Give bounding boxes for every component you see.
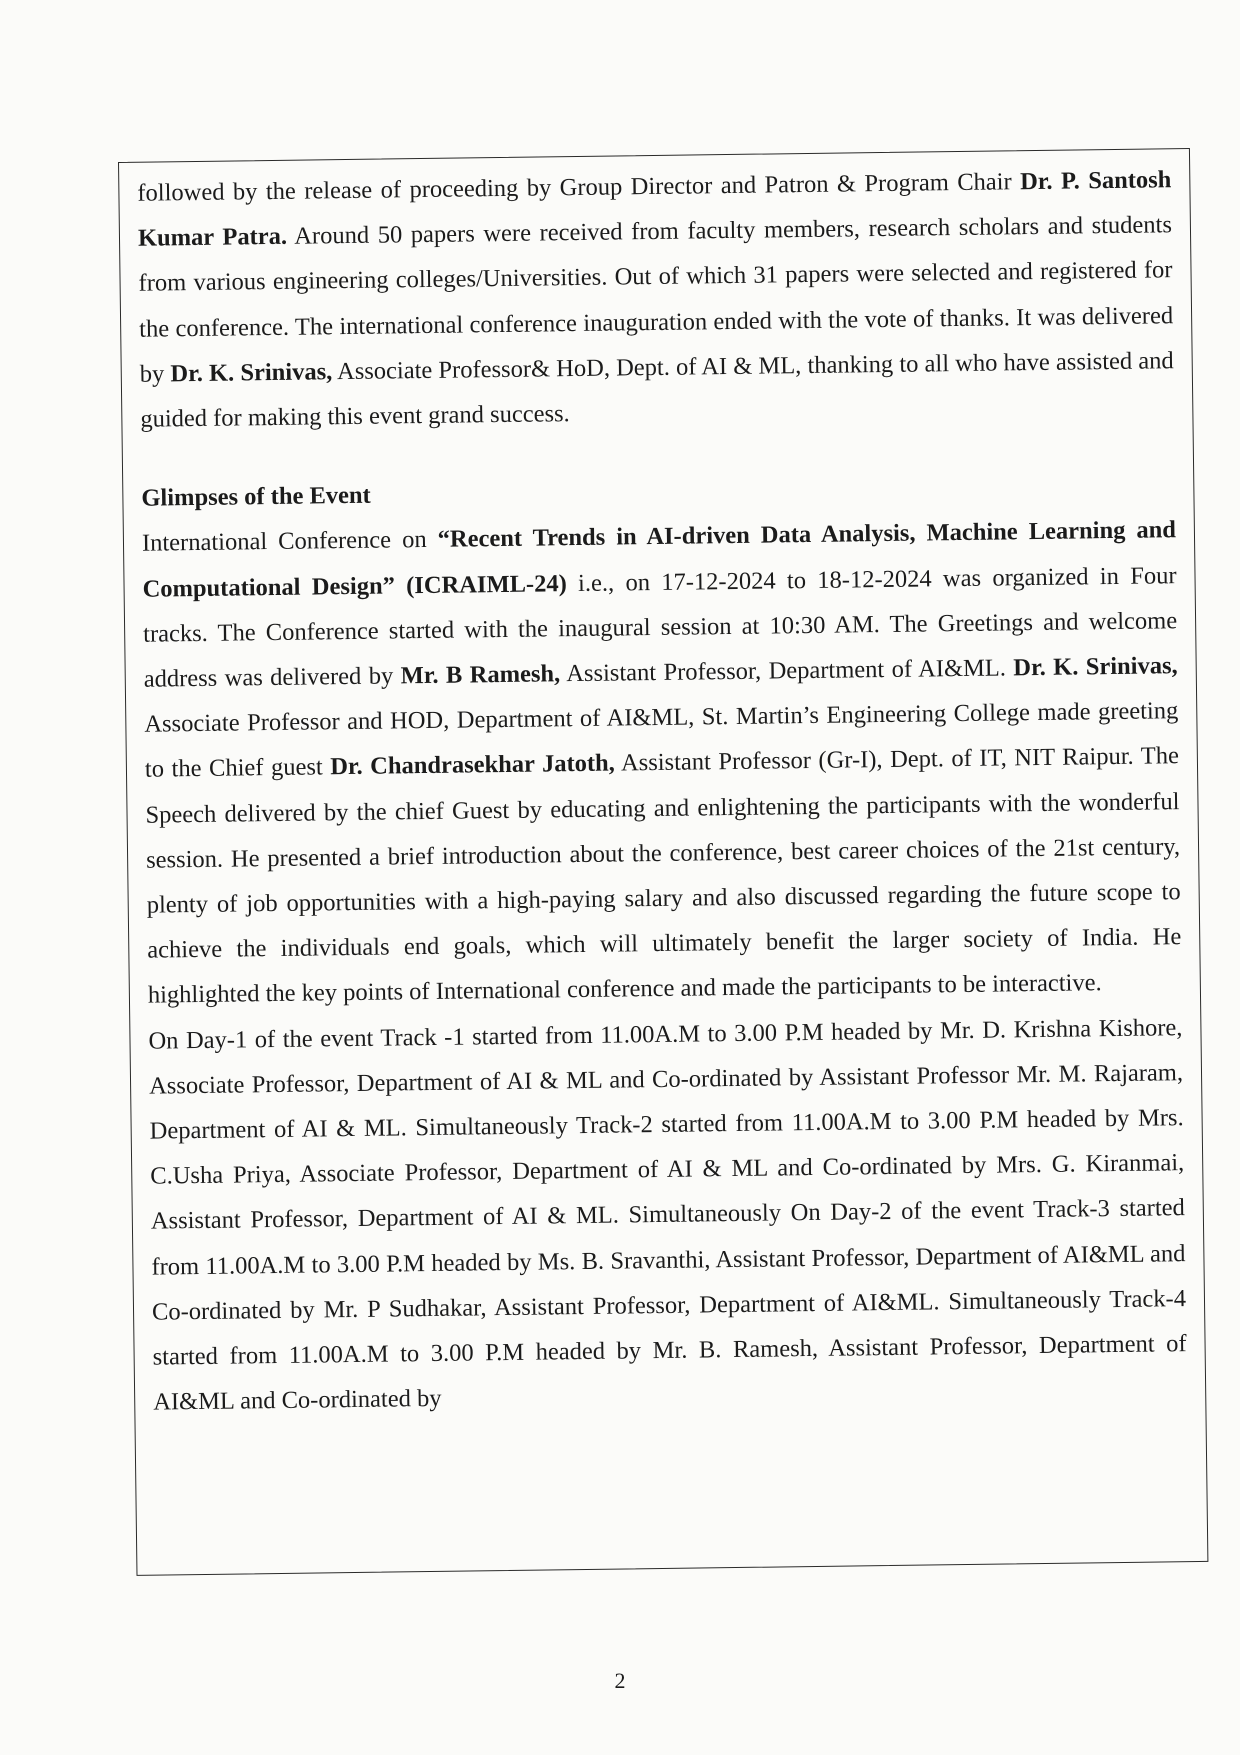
text-run: Assistant Professor (Gr-I), Dept. of IT, NIT Raipur. The Speech delivered by the chief Guest by educating and enlightening the participants with the wonderful session. He presented a brief introduction about the conference, best career choices of the 21st century, plenty of job opportunities with a high-paying salary and also discussed regarding the future scope to achieve the individuals end goals, which will ultimately benefit the larger society of India. He highlighted the key points of International conference and made the participants to be interactive. xyxy=(145,742,1182,1010)
text-run: Around 50 papers were received from faculty members, research scholars and students from various engineering colleges/Universities. Out of which 31 papers were selected and registered for the conference. The international conference inauguration ended with the vote of thanks. It was delivered by xyxy=(138,211,1174,388)
name-chandrasekhar-jatoth: Dr. Chandrasekhar Jatoth, xyxy=(330,749,616,781)
section-heading: Glimpses of the Event xyxy=(141,481,371,512)
text-run: followed by the release of proceeding by Group Director and Patron & Program Chair xyxy=(137,168,1021,207)
text-run: Assistant Professor, Department of AI&ML. xyxy=(560,654,1014,688)
paragraph-conference-overview xyxy=(142,508,1182,1019)
text-run: Associate Professor and HOD, Department of AI&ML, St. Martin’s Engineering College made greeting to the Chief guest xyxy=(144,697,1179,784)
name-b-ramesh: Mr. B Ramesh, xyxy=(400,660,561,690)
report-body xyxy=(137,157,1187,1425)
paragraph-inauguration-summary xyxy=(137,157,1174,442)
conference-title: “Recent Trends in AI-driven Data Analysis, Machine Learning and Computational Design” (ICRAIML-24) xyxy=(142,516,1177,603)
page-number: 2 xyxy=(614,1668,626,1693)
content-frame xyxy=(118,148,1208,1576)
name-k-srinivas: Dr. K. Srinivas, xyxy=(170,358,333,388)
paragraph-tracks: On Day-1 of the event Track -1 started from 11.00A.M to 3.00 P.M headed by Mr. D. Krishna Kishore, Associate Professor, Department of AI & ML and Co-ordinated by Assistant Professor Mr. M. Rajaram, Department of AI & ML. Simultaneously Track-2 started from 11.00A.M to 3.00 P.M headed by Mrs. C.Usha Priya, Associate Professor, Department of AI & ML and Co-ordinated by Mrs. G. Kiranmai, Assistant Professor, Department of AI & ML. Simultaneously On Day-2 of the event Track-3 started from 11.00A.M to 3.00 P.M headed by Ms. B. Sravanthi, Assistant Professor, Department of AI&ML and Co-ordinated by Mr. P Sudhakar, Assistant Professor, Department of AI&ML. Simultaneously Track-4 started from 11.00A.M to 3.00 P.M headed by Mr. B. Ramesh, Assistant Professor, Department of AI&ML and Co-ordinated by xyxy=(148,1013,1187,1416)
name-k-srinivas: Dr. K. Srinivas, xyxy=(1013,652,1178,682)
text-run: International Conference on xyxy=(141,526,438,558)
text-run: Associate Professor& HoD, Dept. of AI & ML, thanking to all who have assisted and guided for making this event grand success. xyxy=(140,347,1174,433)
text-run: i.e., on 17-12-2024 to 18-12-2024 was organized in Four tracks. The Conference started with the inaugural session at 10:30 AM. The Greetings and welcome address was delivered by xyxy=(143,561,1178,693)
name-santosh-kumar-patra: Dr. P. Santosh Kumar Patra. xyxy=(137,166,1172,252)
